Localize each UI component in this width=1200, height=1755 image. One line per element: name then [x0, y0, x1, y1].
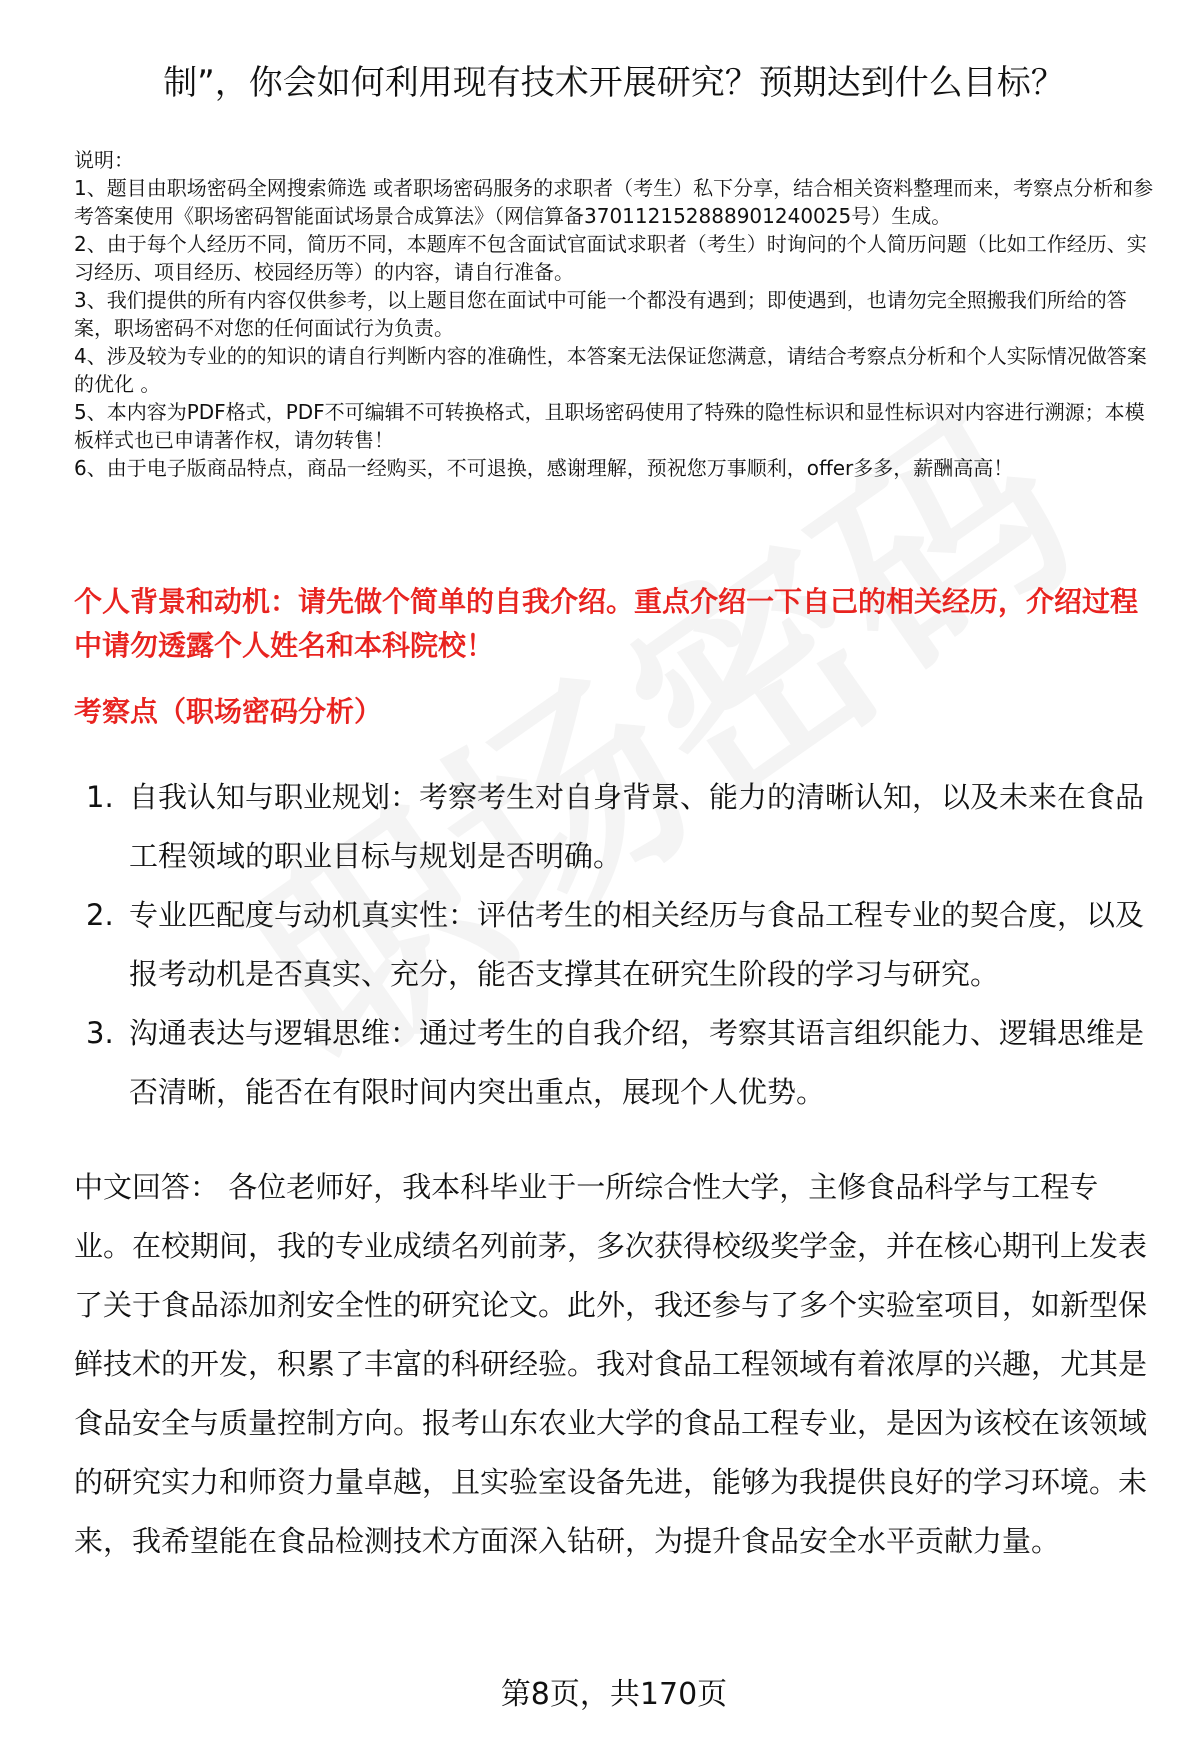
analysis-point — [74, 1004, 1154, 1122]
point-text: 沟通表达与逻辑思维：通过考生的自我介绍，考察其语言组织能力、逻辑思维是否清晰，能否在有限时间内突出重点，展现个人优势。 — [129, 1016, 1145, 1109]
point-number: 3. — [86, 1016, 114, 1050]
analysis-points-list — [74, 768, 1154, 1122]
note-item: 2、由于每个人经历不同，简历不同，本题库不包含面试官面试求职者（考生）时询问的个人简历问题（比如工作经历、实习经历、项目经历、校园经历等）的内容，请自行准备。 — [74, 232, 1147, 284]
answer-paragraph: 中文回答： 各位老师好，我本科毕业于一所综合性大学，主修食品科学与工程专业。在校期间，我的专业成绩名列前茅，多次获得校级奖学金，并在核心期刊上发表了关于食品添加剂安全性的研究论文。此外，我还参与了多个实验室项目，如新型保鲜技术的开发，积累了丰富的科研经验。我对食品工程领域有着浓厚的兴趣，尤其是食品安全与质量控制方向。报考山东农业大学的食品工程专业，是因为该校在该领域的研究实力和师资力量卓越，且实验室设备先进，能够为我提供良好的学习环境。未来，我希望能在食品检测技术方面深入钻研，为提升食品安全水平贡献力量。 — [74, 1170, 1148, 1558]
point-number: 1. — [86, 780, 114, 814]
question-tail: 制”，你会如何利用现有技术开展研究？预期达到什么目标？ — [163, 63, 1065, 103]
analysis-point — [74, 886, 1154, 1004]
note-item: 5、本内容为PDF格式，PDF不可编辑不可转换格式，且职场密码使用了特殊的隐性标识和显性标识对内容进行溯源；本模板样式也已申请著作权，请勿转售！ — [74, 400, 1145, 452]
point-number: 2. — [86, 898, 114, 932]
note-item: 1、题目由职场密码全网搜索筛选 或者职场密码服务的求职者（考生）私下分享，结合相关资料整理而来，考察点分析和参考答案使用《职场密码智能面试场景合成算法》（网信算备370112152888901240025号）生成。 — [74, 176, 1154, 228]
note-item: 3、我们提供的所有内容仅供参考，以上题目您在面试中可能一个都没有遇到；即使遇到，也请勿完全照搬我们所给的答案，职场密码不对您的任何面试行为负责。 — [74, 288, 1127, 340]
page-number-footer: 第8页，共170页 — [500, 1677, 728, 1712]
point-text: 专业匹配度与动机真实性：评估考生的相关经历与食品工程专业的契合度，以及报考动机是否真实、充分，能否支撑其在研究生阶段的学习与研究。 — [129, 898, 1145, 991]
point-text: 自我认知与职业规划：考察考生对自身背景、能力的清晰认知，以及未来在食品工程领域的职业目标与规划是否明确。 — [129, 780, 1145, 873]
note-item: 6、由于电子版商品特点，商品一经购买，不可退换，感谢理解，预祝您万事顺利，offer多多，薪酬高高！ — [74, 456, 1014, 480]
analysis-heading: 考察点（职场密码分析） — [74, 695, 383, 728]
notes-section — [74, 146, 1154, 482]
analysis-point — [74, 768, 1154, 886]
note-item: 4、涉及较为专业的的知识的请自行判断内容的准确性，本答案无法保证您满意，请结合考察点分析和个人实际情况做答案的优化 。 — [74, 344, 1147, 396]
notes-title: 说明： — [74, 148, 134, 172]
question-heading: 个人背景和动机：请先做个简单的自我介绍。重点介绍一下自己的相关经历，介绍过程中请勿透露个人姓名和本科院校！ — [74, 585, 1139, 662]
